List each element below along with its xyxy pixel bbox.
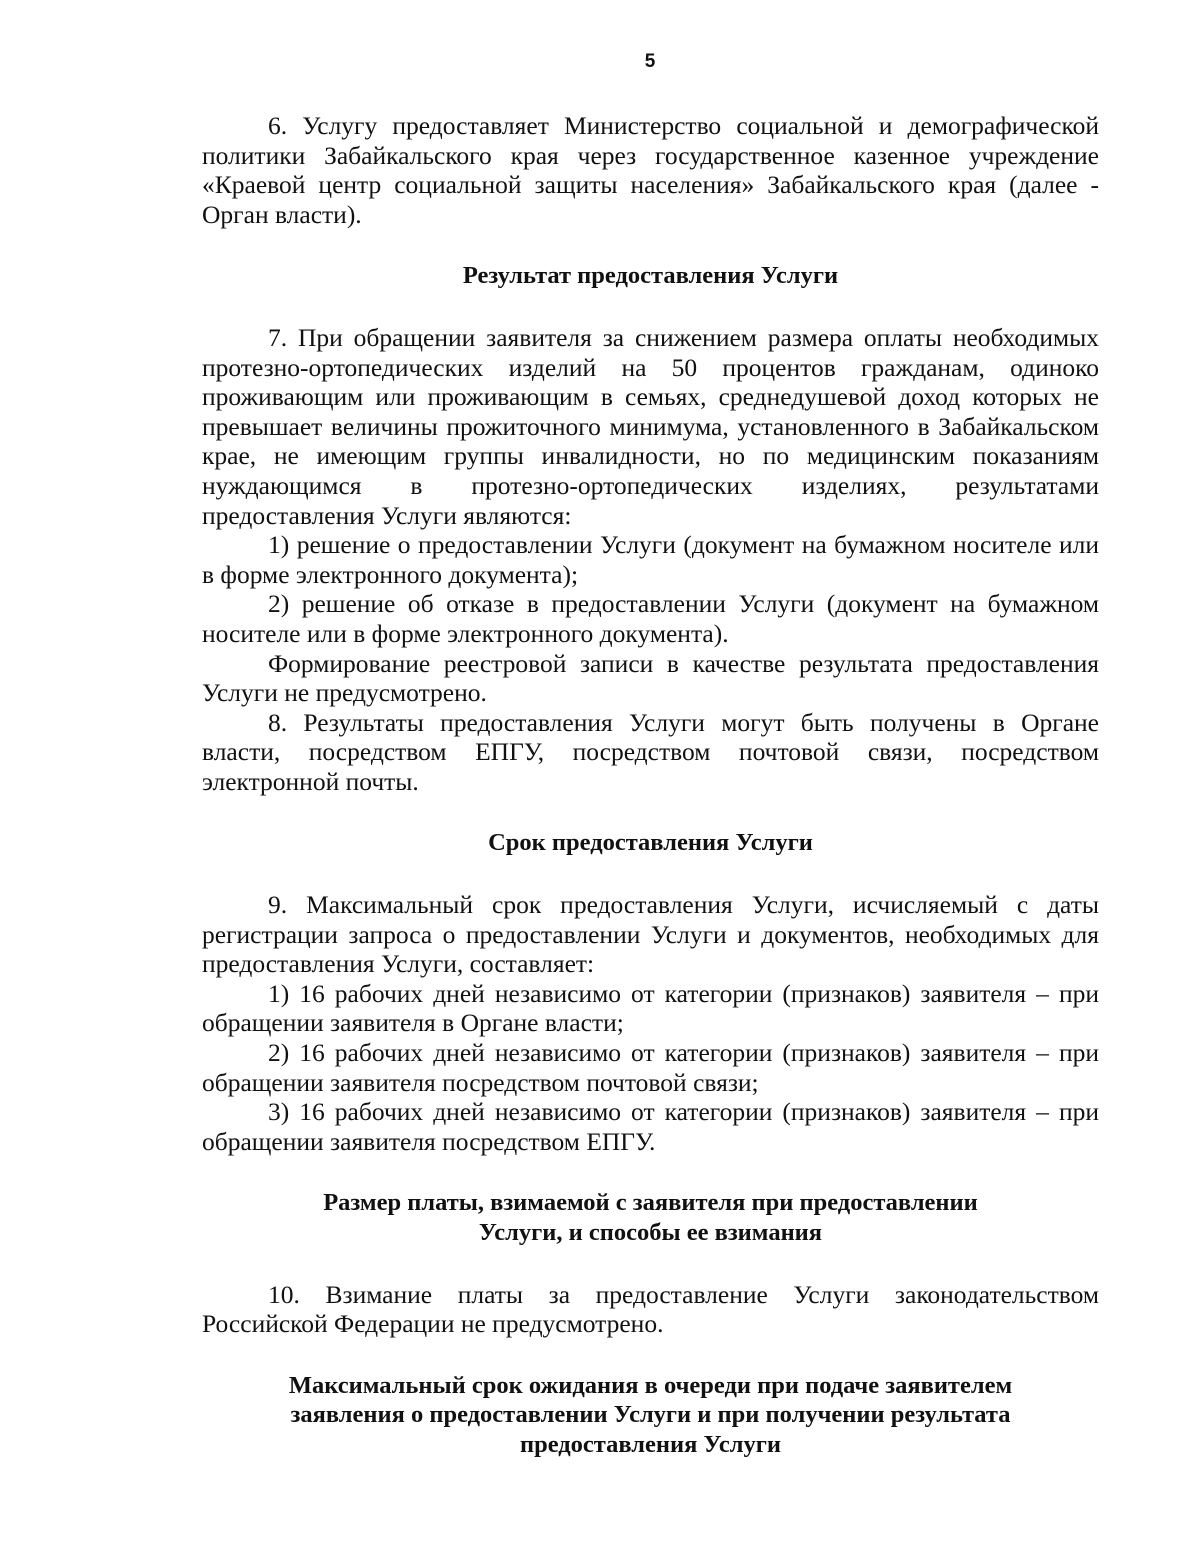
document-body xyxy=(202,111,1099,1460)
heading-wait-line-2: заявления о предоставлении Услуги и при получении результата xyxy=(290,1401,1011,1429)
paragraph-9-item-3: 3) 16 рабочих дней независимо от категории (признаков) заявителя – при обращении заявителя посредством ЕПГУ. xyxy=(202,1097,1099,1156)
paragraph-6: 6. Услугу предоставляет Министерство социальной и демографической политики Забайкальского края через государственное казенное учреждение «Краевой центр социальной защиты населения» Забайкальского края (далее - Орган власти). xyxy=(202,111,1099,229)
paragraph-9-item-1: 1) 16 рабочих дней независимо от категории (признаков) заявителя – при обращении заявителя в Органе власти; xyxy=(202,978,1099,1038)
page-number: 5 xyxy=(644,51,656,72)
paragraph-7: 7. При обращении заявителя за снижением размера оплаты необходимых протезно-ортопедических изделий на 50 процентов гражданам, одиноко проживающим или проживающим в семьях, среднедушевой доход которых не превышает величины прожиточного минимума, установленного в Забайкальском крае, не имеющим группы инвалидности, но по медицинским показаниям нуждающимся в протезно-ортопедических изделиях, результатами предоставления Услуги являются: xyxy=(202,322,1099,530)
paragraph-10: 10. Взимание платы за предоставление Услуги законодательством Российской Федерации не предусмотрено. xyxy=(202,1279,1099,1339)
heading-fee xyxy=(202,1188,1099,1247)
paragraph-9-item-2: 2) 16 рабочих дней независимо от категории (признаков) заявителя – при обращении заявителя посредством почтовой связи; xyxy=(202,1038,1099,1097)
paragraph-7-note: Формирование реестровой записи в качестве результата предоставления Услуги не предусмотрено. xyxy=(202,648,1099,708)
heading-result: Результат предоставления Услуги xyxy=(462,262,839,290)
heading-wait-line-3: предоставления Услуги xyxy=(520,1430,781,1458)
heading-wait-line-1: Максимальный срок ожидания в очереди при подаче заявителем xyxy=(288,1371,1013,1399)
heading-fee-line-2: Услуги, и способы ее взимания xyxy=(478,1219,823,1246)
heading-fee-line-1: Размер платы, взимаемой с заявителя при предоставлении xyxy=(323,1189,978,1217)
paragraph-9: 9. Максимальный срок предоставления Услуги, исчисляемый с даты регистрации запроса о предоставлении Услуги и документов, необходимых для предоставления Услуги, составляет: xyxy=(202,890,1099,979)
heading-term: Срок предоставления Услуги xyxy=(488,829,813,857)
paragraph-7-item-1: 1) решение о предоставлении Услуги (документ на бумажном носителе или в форме электронного документа); xyxy=(202,530,1099,589)
paragraph-8: 8. Результаты предоставления Услуги могут быть получены в Органе власти, посредством ЕПГУ, посредством почтовой связи, посредством электронной почты. xyxy=(202,707,1099,796)
heading-wait xyxy=(202,1371,1099,1460)
paragraph-7-item-2: 2) решение об отказе в предоставлении Услуги (документ на бумажном носителе или в форме электронного документа). xyxy=(202,589,1099,648)
